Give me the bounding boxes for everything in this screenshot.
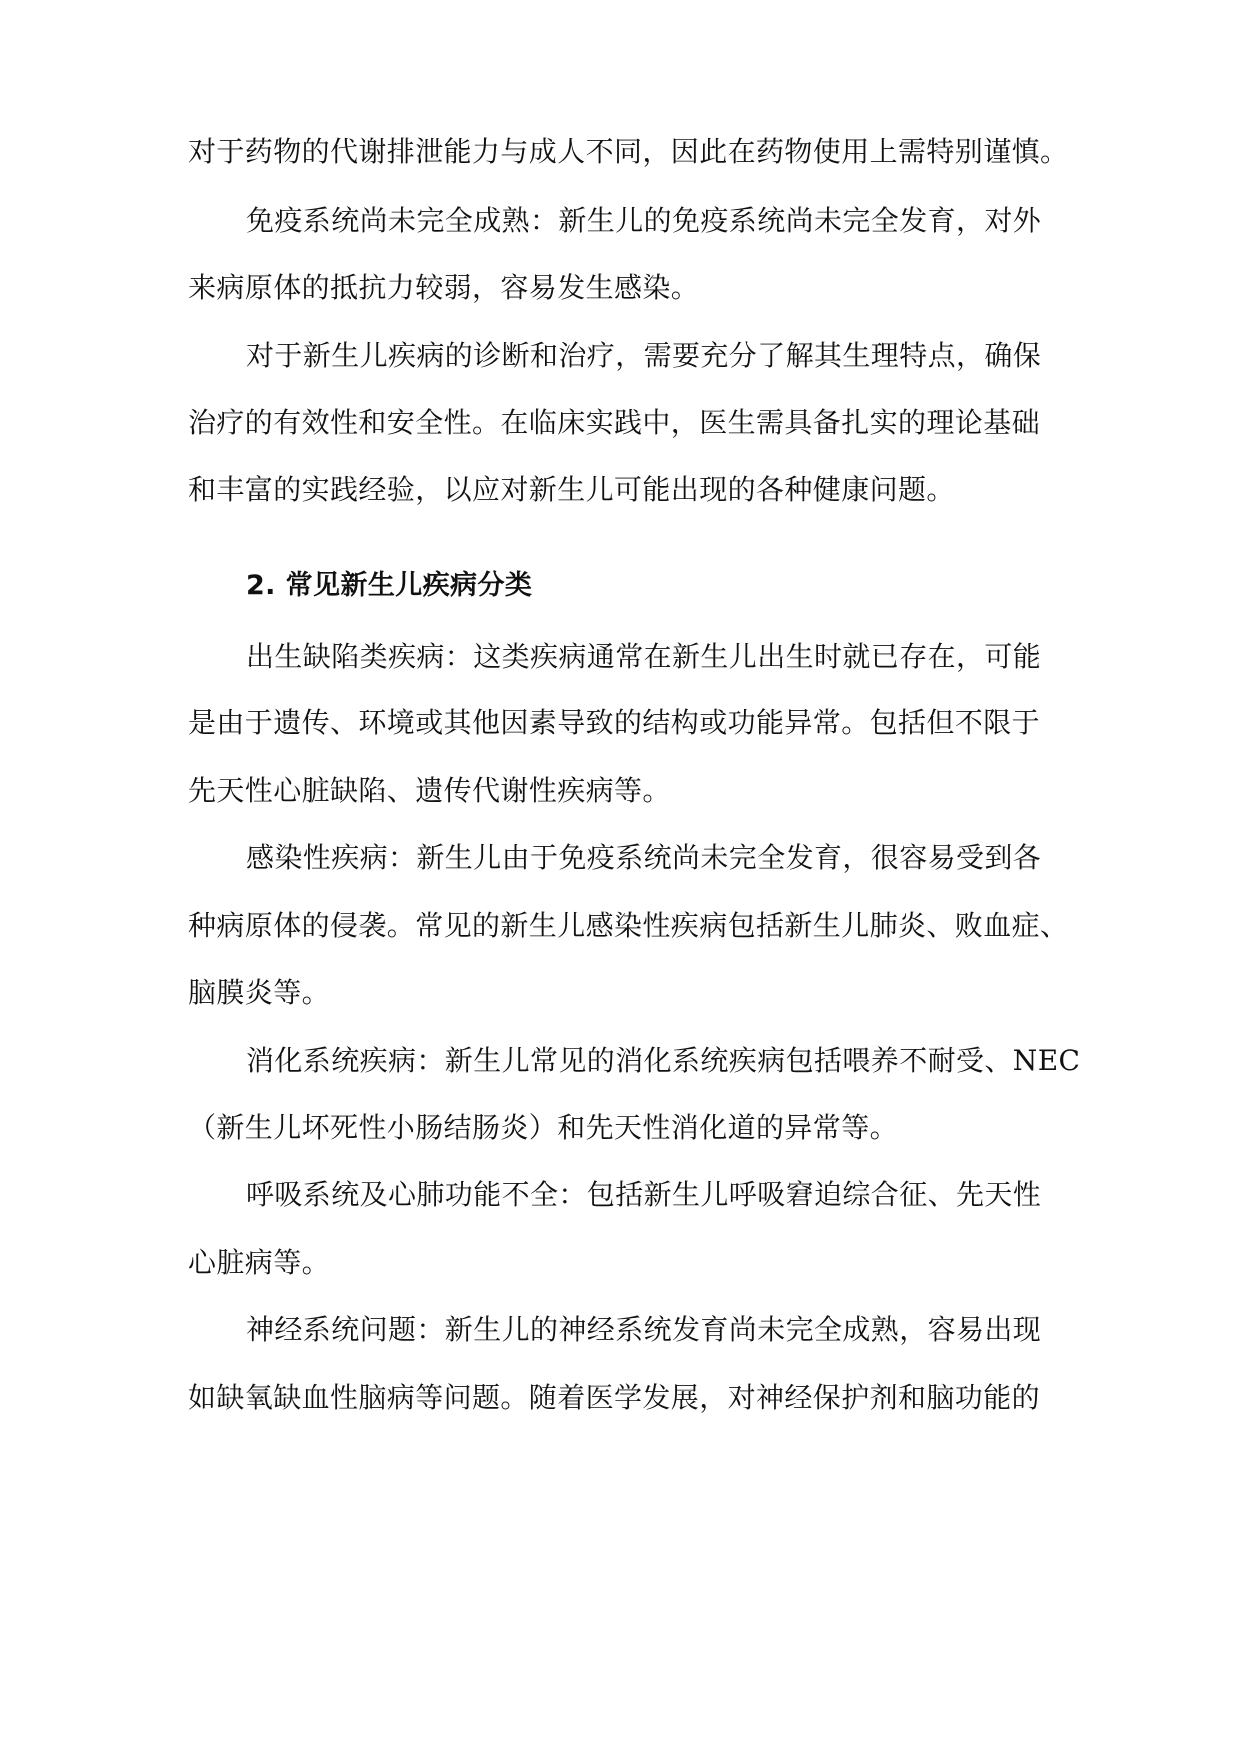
paragraph-line: 种病原体的侵袭。常见的新生儿感染性疾病包括新生儿肺炎、败血症、 — [188, 909, 1069, 942]
paragraph-line: 对于新生儿疾病的诊断和治疗，需要充分了解其生理特点，确保 — [246, 339, 1042, 372]
paragraph-line: 感染性疾病：新生儿由于免疫系统尚未完全发育，很容易受到各 — [246, 841, 1042, 874]
paragraph-line: 心脏病等。 — [188, 1246, 331, 1279]
paragraph-line: 和丰富的实践经验，以应对新生儿可能出现的各种健康问题。 — [188, 473, 955, 506]
paragraph-line: 先天性心脏缺陷、遗传代谢性疾病等。 — [188, 774, 671, 807]
paragraph-line: 出生缺陷类疾病：这类疾病通常在新生儿出生时就已存在，可能 — [246, 640, 1042, 673]
paragraph-line: 免疫系统尚未完全成熟：新生儿的免疫系统尚未完全发育，对外 — [246, 204, 1042, 237]
paragraph-line: 神经系统问题：新生儿的神经系统发育尚未完全成熟，容易出现 — [246, 1313, 1042, 1346]
paragraph-line: 来病原体的抵抗力较弱，容易发生感染。 — [188, 271, 700, 304]
paragraph-line: 呼吸系统及心肺功能不全：包括新生儿呼吸窘迫综合征、先天性 — [246, 1178, 1042, 1211]
paragraph-line: 脑膜炎等。 — [188, 976, 331, 1009]
paragraph-line: 治疗的有效性和安全性。在临床实践中，医生需具备扎实的理论基础 — [188, 406, 1041, 439]
paragraph-line: 对于药物的代谢排泄能力与成人不同，因此在药物使用上需特别谨慎。 — [188, 135, 1069, 168]
paragraph-line: 是由于遗传、环境或其他因素导致的结构或功能异常。包括但不限于 — [188, 706, 1041, 739]
section-heading: 2. 常见新生儿疾病分类 — [246, 570, 533, 601]
paragraph-line: 如缺氧缺血性脑病等问题。随着医学发展，对神经保护剂和脑功能的 — [188, 1381, 1041, 1414]
paragraph-line: 消化系统疾病：新生儿常见的消化系统疾病包括喂养不耐受、NEC — [246, 1044, 1081, 1077]
paragraph-line: （新生儿坏死性小肠结肠炎）和先天性消化道的异常等。 — [188, 1111, 899, 1144]
